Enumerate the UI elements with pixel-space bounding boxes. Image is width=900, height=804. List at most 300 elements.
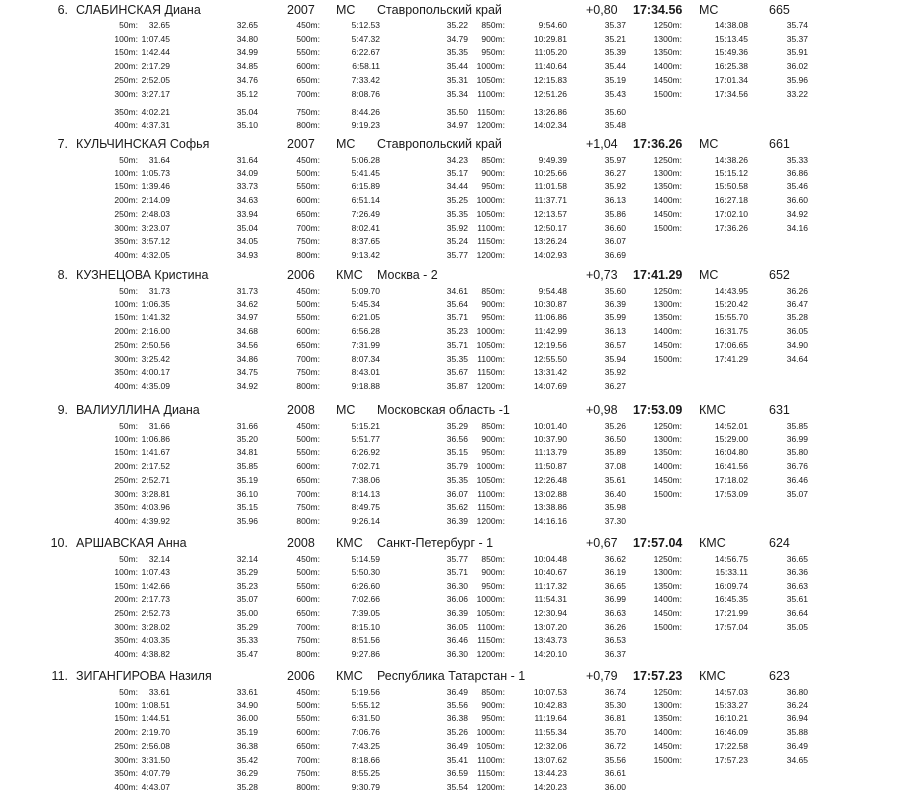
- split-cumulative-time: 2:14.09: [141, 195, 170, 205]
- split-cumulative-time: 13:44.23: [533, 768, 567, 778]
- split-lap-time: 35.42: [236, 755, 258, 765]
- split-lap-time: 35.56: [446, 700, 468, 710]
- split-lap-time: 34.92: [236, 381, 258, 391]
- split-distance: 900m:: [481, 168, 505, 178]
- split-distance: 950m:: [481, 312, 505, 322]
- split-lap-time: 35.22: [446, 20, 468, 30]
- split-distance: 750m:: [296, 768, 320, 778]
- split-distance: 1050m:: [476, 608, 505, 618]
- split-lap-time: 36.80: [786, 687, 808, 697]
- split-distance: 200m:: [114, 326, 138, 336]
- split-cumulative-time: 9:26.14: [351, 516, 380, 526]
- split-distance: 1150m:: [477, 635, 505, 645]
- athlete-team: Республика Татарстан - 1: [377, 669, 526, 683]
- split-cumulative-time: 12:15.83: [533, 75, 567, 85]
- split-cumulative-time: 2:52.73: [141, 608, 170, 618]
- split-lap-time: 31.73: [236, 286, 258, 296]
- split-cumulative-time: 14:16.16: [533, 516, 567, 526]
- split-cumulative-time: 6:56.28: [351, 326, 380, 336]
- split-distance: 800m:: [296, 250, 320, 260]
- split-cumulative-time: 15:55.70: [714, 312, 748, 322]
- split-cumulative-time: 5:15.21: [351, 421, 380, 431]
- split-lap-time: 36.81: [604, 713, 626, 723]
- split-distance: 1000m:: [476, 61, 505, 71]
- split-cumulative-time: 4:32.05: [141, 250, 170, 260]
- split-distance: 300m:: [114, 755, 138, 765]
- split-cumulative-time: 14:38.08: [714, 20, 748, 30]
- split-cumulative-time: 10:29.81: [533, 34, 567, 44]
- split-distance: 1300m:: [653, 434, 682, 444]
- split-lap-time: 35.98: [604, 502, 626, 512]
- split-lap-time: 36.56: [446, 434, 468, 444]
- split-cumulative-time: 17:01.34: [714, 75, 748, 85]
- split-distance: 500m:: [296, 299, 320, 309]
- split-lap-time: 35.71: [446, 567, 468, 577]
- split-cumulative-time: 12:51.26: [533, 89, 567, 99]
- split-lap-time: 36.26: [604, 622, 626, 632]
- split-lap-time: 35.44: [604, 61, 626, 71]
- split-lap-time: 36.86: [786, 168, 808, 178]
- split-distance: 250m:: [114, 608, 138, 618]
- split-cumulative-time: 11:17.32: [534, 581, 567, 591]
- athlete-name: КУЗНЕЦОВА Кристина: [76, 268, 209, 282]
- split-distance: 500m:: [296, 168, 320, 178]
- split-lap-time: 34.62: [236, 299, 258, 309]
- split-lap-time: 36.62: [604, 554, 626, 564]
- split-distance: 600m:: [296, 61, 320, 71]
- athlete-team: Ставропольский край: [377, 3, 502, 17]
- split-cumulative-time: 8:14.13: [351, 489, 380, 499]
- split-lap-time: 34.97: [236, 312, 258, 322]
- split-lap-time: 35.48: [604, 120, 626, 130]
- split-cumulative-time: 11:54.31: [534, 594, 567, 604]
- split-distance: 850m:: [481, 286, 505, 296]
- split-lap-time: 36.07: [446, 489, 468, 499]
- split-lap-time: 36.37: [604, 649, 626, 659]
- split-distance: 500m:: [296, 434, 320, 444]
- split-distance: 650m:: [296, 475, 320, 485]
- split-cumulative-time: 5:50.30: [351, 567, 380, 577]
- split-cumulative-time: 12:13.57: [533, 209, 567, 219]
- split-lap-time: 36.46: [446, 635, 468, 645]
- split-distance: 250m:: [114, 340, 138, 350]
- split-cumulative-time: 12:30.94: [533, 608, 567, 618]
- split-distance: 950m:: [481, 581, 505, 591]
- split-cumulative-time: 16:27.18: [714, 195, 748, 205]
- athlete-diff: +0,80: [586, 3, 618, 17]
- split-distance: 1450m:: [653, 209, 682, 219]
- split-lap-time: 35.28: [786, 312, 808, 322]
- split-lap-time: 36.38: [236, 741, 258, 751]
- split-lap-time: 35.26: [604, 421, 626, 431]
- split-cumulative-time: 17:22.58: [714, 741, 748, 751]
- split-distance: 100m:: [114, 700, 138, 710]
- split-lap-time: 36.00: [604, 782, 626, 792]
- split-cumulative-time: 2:17.52: [141, 461, 170, 471]
- split-cumulative-time: 10:40.67: [533, 567, 567, 577]
- split-lap-time: 36.38: [446, 713, 468, 723]
- athlete-rank-after: КМС: [699, 403, 726, 417]
- split-distance: 200m:: [114, 461, 138, 471]
- split-distance: 1100m:: [477, 223, 505, 233]
- split-cumulative-time: 2:17.73: [141, 594, 170, 604]
- split-lap-time: 35.77: [446, 554, 468, 564]
- athlete-points: 624: [769, 536, 790, 550]
- split-distance: 1450m:: [653, 475, 682, 485]
- athlete-result: [0, 669, 900, 794]
- split-distance: 200m:: [114, 727, 138, 737]
- split-distance: 450m:: [296, 155, 320, 165]
- split-lap-time: 36.61: [604, 768, 626, 778]
- split-distance: 1200m:: [476, 782, 505, 792]
- split-cumulative-time: 5:45.34: [351, 299, 380, 309]
- split-cumulative-time: 1:42.66: [141, 581, 170, 591]
- athlete-time: 17:41.29: [633, 268, 683, 282]
- split-cumulative-time: 14:07.69: [533, 381, 567, 391]
- split-distance: 1250m:: [653, 20, 682, 30]
- split-distance: 1200m:: [476, 250, 505, 260]
- split-cumulative-time: 5:14.59: [351, 554, 380, 564]
- split-lap-time: 34.99: [236, 47, 258, 57]
- split-lap-time: 35.15: [236, 502, 258, 512]
- split-distance: 950m:: [481, 713, 505, 723]
- split-cumulative-time: 17:57.04: [714, 622, 748, 632]
- athlete-year: 2007: [287, 137, 315, 151]
- split-cumulative-time: 16:10.21: [714, 713, 748, 723]
- split-distance: 200m:: [114, 195, 138, 205]
- split-lap-time: 36.10: [236, 489, 258, 499]
- athlete-diff: +0,79: [586, 669, 618, 683]
- athlete-rank: КМС: [336, 268, 363, 282]
- split-distance: 1500m:: [653, 223, 682, 233]
- split-lap-time: 35.29: [236, 622, 258, 632]
- split-lap-time: 35.62: [446, 502, 468, 512]
- split-distance: 1300m:: [653, 567, 682, 577]
- split-lap-time: 34.56: [236, 340, 258, 350]
- split-distance: 900m:: [481, 700, 505, 710]
- split-cumulative-time: 4:43.07: [141, 782, 170, 792]
- split-distance: 100m:: [114, 567, 138, 577]
- split-cumulative-time: 1:42.44: [141, 47, 170, 57]
- split-distance: 1350m:: [653, 47, 682, 57]
- split-cumulative-time: 32.14: [148, 554, 170, 564]
- split-distance: 1300m:: [653, 34, 682, 44]
- athlete-rank-after: МС: [699, 137, 719, 151]
- split-distance: 700m:: [296, 489, 320, 499]
- split-lap-time: 36.99: [604, 594, 626, 604]
- split-lap-time: 34.64: [786, 354, 808, 364]
- split-cumulative-time: 1:44.51: [141, 713, 170, 723]
- split-cumulative-time: 14:57.03: [714, 687, 748, 697]
- split-cumulative-time: 1:06.86: [141, 434, 170, 444]
- split-lap-time: 36.00: [236, 713, 258, 723]
- split-distance: 550m:: [296, 581, 320, 591]
- athlete-name: АРШАВСКАЯ Анна: [76, 536, 187, 550]
- split-cumulative-time: 4:39.92: [141, 516, 170, 526]
- split-lap-time: 34.68: [236, 326, 258, 336]
- split-cumulative-time: 7:02.66: [351, 594, 380, 604]
- split-distance: 1250m:: [653, 687, 682, 697]
- split-cumulative-time: 8:02.41: [351, 223, 380, 233]
- split-distance: 1000m:: [476, 727, 505, 737]
- split-distance: 800m:: [296, 649, 320, 659]
- split-lap-time: 35.19: [236, 727, 258, 737]
- split-cumulative-time: 5:06.28: [351, 155, 380, 165]
- split-lap-time: 34.97: [446, 120, 468, 130]
- split-lap-time: 34.16: [786, 223, 808, 233]
- split-distance: 350m:: [114, 502, 138, 512]
- split-lap-time: 32.14: [236, 554, 258, 564]
- split-distance: 1000m:: [476, 594, 505, 604]
- split-cumulative-time: 13:07.20: [533, 622, 567, 632]
- split-distance: 550m:: [296, 312, 320, 322]
- split-cumulative-time: 10:37.90: [533, 434, 567, 444]
- split-cumulative-time: 10:42.83: [533, 700, 567, 710]
- split-distance: 350m:: [114, 635, 138, 645]
- split-lap-time: 35.07: [786, 489, 808, 499]
- split-distance: 1150m:: [477, 107, 505, 117]
- split-cumulative-time: 8:51.56: [351, 635, 380, 645]
- split-cumulative-time: 9:18.88: [351, 381, 380, 391]
- split-cumulative-time: 16:09.74: [714, 581, 748, 591]
- split-cumulative-time: 16:25.38: [714, 61, 748, 71]
- split-lap-time: 34.81: [236, 447, 258, 457]
- split-cumulative-time: 16:46.09: [714, 727, 748, 737]
- split-distance: 500m:: [296, 567, 320, 577]
- split-lap-time: 31.66: [236, 421, 258, 431]
- split-cumulative-time: 3:23.07: [141, 223, 170, 233]
- athlete-rank: КМС: [336, 536, 363, 550]
- split-distance: 400m:: [114, 120, 138, 130]
- split-lap-time: 35.96: [236, 516, 258, 526]
- split-lap-time: 35.96: [786, 75, 808, 85]
- split-lap-time: 35.34: [446, 89, 468, 99]
- athlete-diff: +0,98: [586, 403, 618, 417]
- split-distance: 400m:: [114, 250, 138, 260]
- split-lap-time: 36.06: [446, 594, 468, 604]
- split-lap-time: 35.04: [236, 107, 258, 117]
- split-cumulative-time: 5:47.32: [351, 34, 380, 44]
- athlete-year: 2008: [287, 536, 315, 550]
- athlete-points: 631: [769, 403, 790, 417]
- split-distance: 1500m:: [653, 354, 682, 364]
- athlete-diff: +1,04: [586, 137, 618, 151]
- split-cumulative-time: 15:29.00: [714, 434, 748, 444]
- split-cumulative-time: 6:15.89: [351, 181, 380, 191]
- split-distance: 1050m:: [476, 75, 505, 85]
- split-lap-time: 34.05: [236, 236, 258, 246]
- split-lap-time: 35.74: [786, 20, 808, 30]
- split-distance: 300m:: [114, 354, 138, 364]
- split-cumulative-time: 4:00.17: [141, 367, 170, 377]
- split-lap-time: 35.71: [446, 312, 468, 322]
- split-lap-time: 36.30: [446, 649, 468, 659]
- split-lap-time: 35.88: [786, 727, 808, 737]
- athlete-place: 8.: [57, 268, 68, 282]
- split-lap-time: 33.22: [786, 89, 808, 99]
- split-lap-time: 35.54: [446, 782, 468, 792]
- split-lap-time: 36.64: [786, 608, 808, 618]
- split-cumulative-time: 13:07.62: [533, 755, 567, 765]
- athlete-year: 2006: [287, 669, 315, 683]
- split-distance: 1050m:: [476, 741, 505, 751]
- split-lap-time: 36.49: [446, 741, 468, 751]
- split-cumulative-time: 7:39.05: [351, 608, 380, 618]
- split-cumulative-time: 4:07.79: [141, 768, 170, 778]
- split-cumulative-time: 14:38.26: [714, 155, 748, 165]
- split-distance: 1000m:: [476, 461, 505, 471]
- split-distance: 1400m:: [653, 594, 682, 604]
- split-distance: 1150m:: [477, 236, 505, 246]
- split-lap-time: 36.40: [604, 489, 626, 499]
- split-cumulative-time: 4:03.96: [141, 502, 170, 512]
- split-distance: 650m:: [296, 340, 320, 350]
- split-lap-time: 33.73: [236, 181, 258, 191]
- split-lap-time: 34.92: [786, 209, 808, 219]
- split-lap-time: 35.05: [786, 622, 808, 632]
- split-cumulative-time: 2:16.00: [141, 326, 170, 336]
- athlete-diff: +0,73: [586, 268, 618, 282]
- split-cumulative-time: 14:56.75: [714, 554, 748, 564]
- split-distance: 1400m:: [653, 727, 682, 737]
- split-cumulative-time: 11:55.34: [534, 727, 567, 737]
- split-distance: 800m:: [296, 381, 320, 391]
- split-cumulative-time: 14:43.95: [714, 286, 748, 296]
- split-lap-time: 34.85: [236, 61, 258, 71]
- split-lap-time: 35.23: [236, 581, 258, 591]
- athlete-result: [0, 403, 900, 528]
- split-distance: 450m:: [296, 421, 320, 431]
- split-distance: 1000m:: [476, 326, 505, 336]
- split-lap-time: 36.47: [786, 299, 808, 309]
- split-distance: 600m:: [296, 594, 320, 604]
- athlete-rank: КМС: [336, 669, 363, 683]
- split-lap-time: 35.92: [446, 223, 468, 233]
- split-cumulative-time: 10:07.53: [533, 687, 567, 697]
- split-lap-time: 36.05: [446, 622, 468, 632]
- split-distance: 1200m:: [476, 649, 505, 659]
- split-distance: 100m:: [114, 434, 138, 444]
- athlete-diff: +0,67: [586, 536, 618, 550]
- split-lap-time: 35.92: [604, 181, 626, 191]
- split-distance: 650m:: [296, 741, 320, 751]
- split-lap-time: 34.09: [236, 168, 258, 178]
- split-distance: 450m:: [296, 687, 320, 697]
- split-lap-time: 33.94: [236, 209, 258, 219]
- split-lap-time: 35.33: [786, 155, 808, 165]
- split-distance: 1350m:: [653, 713, 682, 723]
- split-lap-time: 35.04: [236, 223, 258, 233]
- split-cumulative-time: 17:34.56: [714, 89, 748, 99]
- split-cumulative-time: 2:50.56: [141, 340, 170, 350]
- split-distance: 550m:: [296, 713, 320, 723]
- split-lap-time: 36.29: [236, 768, 258, 778]
- split-cumulative-time: 14:02.34: [533, 120, 567, 130]
- split-distance: 300m:: [114, 223, 138, 233]
- athlete-name: ЗИГАНГИРОВА Назиля: [76, 669, 212, 683]
- split-cumulative-time: 15:15.12: [714, 168, 748, 178]
- athlete-name: КУЛЬЧИНСКАЯ Софья: [76, 137, 210, 151]
- split-cumulative-time: 4:38.82: [141, 649, 170, 659]
- split-cumulative-time: 3:28.81: [141, 489, 170, 499]
- split-distance: 300m:: [114, 89, 138, 99]
- split-cumulative-time: 5:51.77: [351, 434, 380, 444]
- split-cumulative-time: 5:19.56: [351, 687, 380, 697]
- split-cumulative-time: 9:49.39: [538, 155, 567, 165]
- athlete-points: 652: [769, 268, 790, 282]
- athlete-result: [0, 3, 900, 128]
- split-lap-time: 35.07: [236, 594, 258, 604]
- athlete-name: СЛАБИНСКАЯ Диана: [76, 3, 201, 17]
- split-distance: 700m:: [296, 622, 320, 632]
- split-lap-time: 35.60: [604, 107, 626, 117]
- athlete-year: 2006: [287, 268, 315, 282]
- split-lap-time: 35.85: [236, 461, 258, 471]
- split-lap-time: 36.60: [786, 195, 808, 205]
- split-distance: 1450m:: [653, 741, 682, 751]
- split-distance: 50m:: [119, 687, 138, 697]
- athlete-rank: МС: [336, 3, 356, 17]
- split-cumulative-time: 9:13.42: [351, 250, 380, 260]
- split-cumulative-time: 2:56.08: [141, 741, 170, 751]
- split-distance: 950m:: [481, 447, 505, 457]
- split-cumulative-time: 17:06.65: [714, 340, 748, 350]
- split-distance: 1200m:: [476, 516, 505, 526]
- split-lap-time: 35.37: [604, 20, 626, 30]
- split-distance: 1350m:: [653, 181, 682, 191]
- athlete-rank-after: МС: [699, 268, 719, 282]
- split-lap-time: 34.86: [236, 354, 258, 364]
- athlete-result: [0, 137, 900, 262]
- split-cumulative-time: 11:13.79: [534, 447, 567, 457]
- split-cumulative-time: 17:36.26: [714, 223, 748, 233]
- split-lap-time: 35.61: [604, 475, 626, 485]
- split-distance: 1350m:: [653, 312, 682, 322]
- athlete-team: Ставропольский край: [377, 137, 502, 151]
- split-distance: 1200m:: [476, 120, 505, 130]
- split-distance: 750m:: [296, 635, 320, 645]
- split-lap-time: 36.36: [786, 567, 808, 577]
- split-distance: 1100m:: [477, 622, 505, 632]
- split-lap-time: 36.13: [604, 326, 626, 336]
- split-cumulative-time: 3:28.02: [141, 622, 170, 632]
- athlete-rank: МС: [336, 403, 356, 417]
- split-distance: 250m:: [114, 475, 138, 485]
- split-lap-time: 37.08: [604, 461, 626, 471]
- split-distance: 1500m:: [653, 622, 682, 632]
- split-cumulative-time: 31.64: [148, 155, 170, 165]
- split-lap-time: 35.94: [604, 354, 626, 364]
- split-cumulative-time: 7:26.49: [351, 209, 380, 219]
- split-distance: 350m:: [114, 768, 138, 778]
- split-lap-time: 36.69: [604, 250, 626, 260]
- split-cumulative-time: 11:05.20: [534, 47, 567, 57]
- split-cumulative-time: 5:41.45: [351, 168, 380, 178]
- split-lap-time: 35.35: [446, 354, 468, 364]
- split-distance: 800m:: [296, 120, 320, 130]
- split-distance: 1400m:: [653, 195, 682, 205]
- split-lap-time: 35.29: [446, 421, 468, 431]
- split-lap-time: 35.30: [604, 700, 626, 710]
- split-cumulative-time: 15:13.45: [714, 34, 748, 44]
- split-lap-time: 35.85: [786, 421, 808, 431]
- split-lap-time: 36.24: [786, 700, 808, 710]
- split-lap-time: 35.70: [604, 727, 626, 737]
- split-distance: 1000m:: [476, 195, 505, 205]
- split-cumulative-time: 1:41.32: [141, 312, 170, 322]
- split-lap-time: 35.39: [604, 47, 626, 57]
- split-cumulative-time: 1:39.46: [141, 181, 170, 191]
